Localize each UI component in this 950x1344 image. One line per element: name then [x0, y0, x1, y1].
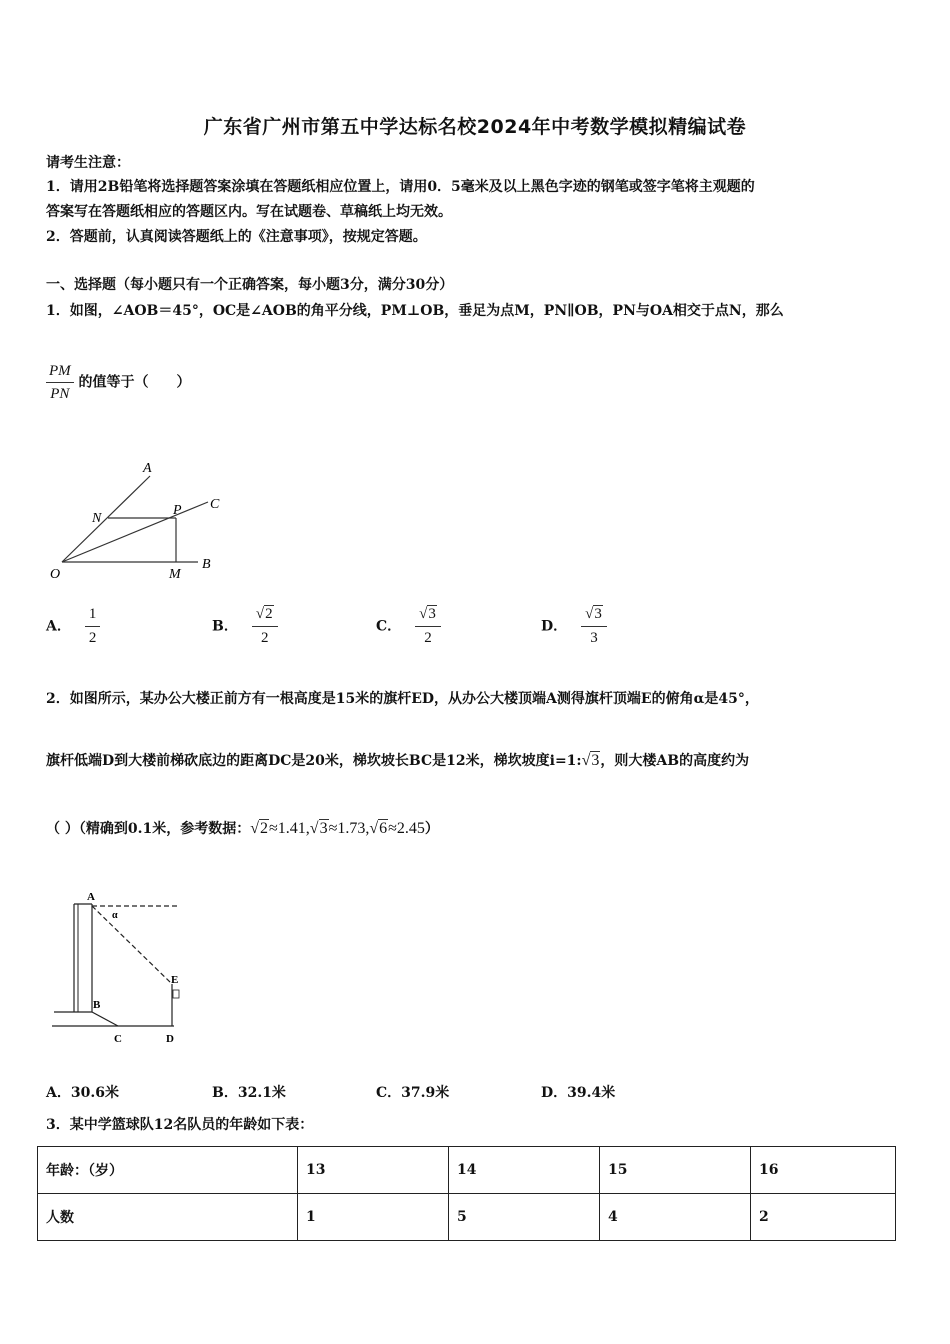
label-c: C — [114, 1033, 122, 1045]
option-fraction: $\frac{√2}{2}$ — [252, 606, 278, 647]
flag — [173, 990, 179, 998]
q2-figure — [48, 886, 198, 1048]
q1-option-d[interactable] — [541, 606, 607, 647]
label-d: D — [166, 1033, 174, 1045]
option-letter: D． — [541, 618, 568, 635]
section-heading: 一、选择题（每小题只有一个正确答案，每小题3分，满分30分） — [46, 277, 454, 293]
label-a: A — [143, 461, 152, 476]
option-fraction: $\frac{1}{2}$ — [85, 606, 101, 647]
page-title: 广东省广州市第五中学达标名校2024年中考数学模拟精编试卷 — [203, 116, 747, 138]
q1-frac-num: PM — [46, 362, 74, 383]
q1-option-c[interactable] — [376, 606, 441, 647]
table-row — [38, 1147, 896, 1194]
ray-oc — [62, 502, 208, 562]
q2-line-2: 旗杆低端D到大楼前梯砍底边的距离DC是20米，梯坎坡长BC是12米，梯坎坡度i=1:√3，则大楼AB的高度约为 — [46, 752, 750, 769]
table-cell: 2 — [751, 1194, 896, 1241]
table-cell: 5 — [449, 1194, 600, 1241]
table-cell: 1 — [298, 1194, 449, 1241]
q2-line-3: （ ）（精确到0.1米，参考数据：√2≈1.41,√3≈1.73,√6≈2.45） — [46, 820, 439, 837]
slope-bc — [92, 1012, 118, 1026]
label-alpha: α — [112, 910, 118, 921]
label-o: O — [50, 567, 61, 582]
label-e: E — [171, 974, 179, 986]
label-a: A — [87, 891, 95, 903]
table-row — [38, 1194, 896, 1241]
table-cell: 16 — [751, 1147, 896, 1194]
q1-option-a[interactable] — [46, 606, 100, 647]
table-cell: 4 — [600, 1194, 751, 1241]
notice-heading: 请考生注意： — [46, 155, 130, 171]
table-cell: 年龄：（岁） — [38, 1147, 298, 1194]
reference-data: √2≈1.41,√3≈1.73,√6≈2.45 — [250, 820, 425, 837]
q2-option-c[interactable]: C．37.9米 — [376, 1085, 450, 1101]
table-cell: 13 — [298, 1147, 449, 1194]
q1-frac-den: PN — [50, 386, 70, 402]
notice-line-2: 答案写在答题纸相应的答题区内。写在试题卷、草稿纸上均无效。 — [46, 204, 452, 220]
q3-stem: 3．某中学篮球队12名队员的年龄如下表： — [46, 1117, 314, 1133]
q1-tail: 的值等于（ ） — [78, 374, 191, 391]
option-letter: C． — [376, 618, 402, 635]
option-fraction: $\frac{√3}{2}$ — [415, 606, 441, 647]
option-letter: B． — [212, 618, 238, 635]
q1-figure — [40, 450, 240, 590]
option-fraction: $\frac{√3}{3}$ — [581, 606, 607, 647]
q1-tail-line — [46, 362, 191, 403]
label-n: N — [92, 511, 102, 526]
sqrt-3: √3 — [581, 752, 600, 769]
table-cell: 15 — [600, 1147, 751, 1194]
label-c: C — [210, 497, 220, 512]
label-b: B — [93, 999, 101, 1011]
q2-option-a[interactable]: A．30.6米 — [46, 1085, 119, 1101]
q2-option-d[interactable]: D．39.4米 — [541, 1085, 616, 1101]
depression-line — [92, 906, 172, 984]
table-cell: 14 — [449, 1147, 600, 1194]
age-table — [37, 1146, 896, 1241]
q1-fraction — [46, 362, 74, 403]
q1-stem: 1．如图，∠AOB＝45°，OC是∠AOB的角平分线，PM⊥OB，垂足为点M，PN∥OB，PN与OA相交于点N，那么 — [46, 303, 784, 319]
table-cell: 人数 — [38, 1194, 298, 1241]
label-p: P — [173, 503, 182, 518]
label-b: B — [202, 557, 211, 572]
q2-option-b[interactable]: B．32.1米 — [212, 1085, 286, 1101]
q2-line-1: 2．如图所示，某办公大楼正前方有一根高度是15米的旗杆ED，从办公大楼顶端A测得旗杆顶端E的俯角α是45°， — [46, 691, 759, 707]
option-letter: A． — [46, 618, 71, 635]
label-m: M — [169, 567, 181, 582]
q1-option-b[interactable] — [212, 606, 278, 647]
ray-oa — [62, 476, 150, 562]
notice-line-3: 2．答题前，认真阅读答题纸上的《注意事项》，按规定答题。 — [46, 229, 427, 245]
notice-line-1: 1．请用2B铅笔将选择题答案涂填在答题纸相应位置上，请用0．5毫米及以上黑色字迹的钢笔或签字笔将主观题的 — [46, 179, 755, 195]
